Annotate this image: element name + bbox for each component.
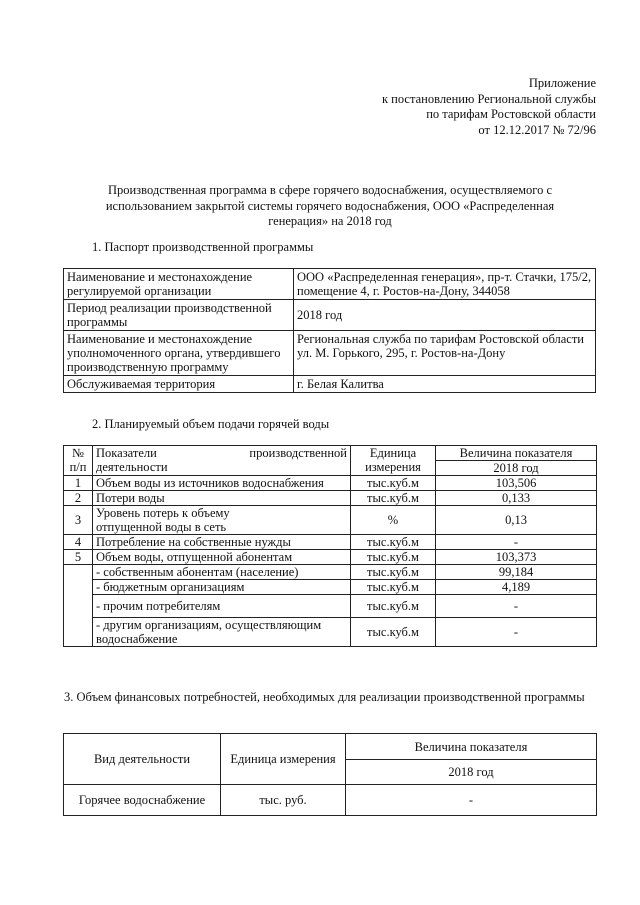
row-unit: тыс.куб.м bbox=[351, 476, 436, 491]
table-row bbox=[64, 491, 597, 506]
section2-heading: 2. Планируемый объем подачи горячей воды bbox=[92, 417, 330, 431]
header-text-row bbox=[96, 446, 347, 460]
appendix-line: от 12.12.2017 № 72/96 bbox=[478, 122, 596, 137]
col-header-value: Величина показателя bbox=[436, 446, 597, 461]
passport-table bbox=[63, 268, 596, 393]
subrow-unit: тыс.куб.м bbox=[351, 595, 436, 618]
row-value: 0,13 bbox=[436, 506, 597, 535]
passport-label: Обслуживаемая территория bbox=[64, 376, 294, 393]
header-text: Единица bbox=[369, 446, 417, 460]
table-subrow bbox=[64, 595, 597, 618]
row-name: Объем воды из источников водоснабжения bbox=[93, 476, 351, 491]
table-row bbox=[64, 300, 596, 331]
row-unit: тыс.куб.м bbox=[351, 550, 436, 565]
authority-address: ул. М. Горького, 295, г. Ростов-на-Дону bbox=[297, 346, 506, 360]
row-value: - bbox=[436, 535, 597, 550]
subrow-value: 99,184 bbox=[436, 565, 597, 580]
col-header-year: 2018 год bbox=[436, 461, 597, 476]
header-text: № bbox=[72, 446, 84, 460]
table-row bbox=[64, 269, 596, 300]
table-row bbox=[64, 376, 596, 393]
row-activity: Горячее водоснабжение bbox=[64, 785, 221, 816]
table-row bbox=[64, 535, 597, 550]
col-header-unit bbox=[351, 446, 436, 476]
col-header-activity: Вид деятельности bbox=[64, 734, 221, 785]
passport-label: Период реализации производственной программы bbox=[64, 300, 294, 331]
table-subrow bbox=[64, 580, 597, 595]
row-num-empty bbox=[64, 565, 93, 647]
table-row bbox=[64, 476, 597, 491]
row-value: 103,506 bbox=[436, 476, 597, 491]
authority-name: Региональная служба по тарифам Ростовской области bbox=[297, 332, 584, 346]
table-row bbox=[64, 331, 596, 376]
appendix-line: к постановлению Региональной службы bbox=[381, 91, 596, 106]
row-name: Потребление на собственные нужды bbox=[93, 535, 351, 550]
passport-value bbox=[294, 331, 596, 376]
table-row bbox=[64, 506, 597, 535]
subrow-name: - собственным абонентам (население) bbox=[93, 565, 351, 580]
row-unit: тыс.куб.м bbox=[351, 491, 436, 506]
appendix-line: Приложение bbox=[528, 76, 596, 90]
table-header-row bbox=[64, 734, 597, 760]
financial-table bbox=[63, 733, 597, 816]
title-line: использованием закрытой системы горячего водоснабжения, ООО «Распределенная bbox=[105, 198, 555, 213]
row-value: 0,133 bbox=[436, 491, 597, 506]
header-text: измерения bbox=[365, 460, 421, 474]
water-volume-table bbox=[63, 445, 597, 647]
col-header-unit: Единица измерения bbox=[221, 734, 346, 785]
row-unit: тыс. руб. bbox=[221, 785, 346, 816]
subrow-value: 4,189 bbox=[436, 580, 597, 595]
row-value: - bbox=[346, 785, 597, 816]
table-row bbox=[64, 550, 597, 565]
title-line: Производственная программа в сфере горячего водоснабжения, осуществляемого с bbox=[107, 183, 553, 197]
section1-heading: 1. Паспорт производственной программы bbox=[92, 240, 314, 254]
table-subrow bbox=[64, 565, 597, 580]
col-header-num bbox=[64, 446, 93, 476]
document-title bbox=[70, 183, 590, 230]
row-num: 2 bbox=[64, 491, 93, 506]
header-text: деятельности bbox=[96, 460, 168, 474]
header-text: п/п bbox=[69, 460, 87, 474]
subrow-name: - прочим потребителям bbox=[93, 595, 351, 618]
subrow-value: - bbox=[436, 618, 597, 647]
appendix-line: по тарифам Ростовской области bbox=[426, 107, 596, 121]
table-header-row bbox=[64, 446, 597, 461]
row-name: Потери воды bbox=[93, 491, 351, 506]
subrow-name: - другим организациям, осуществляющим водоснабжение bbox=[93, 618, 351, 647]
col-header-name bbox=[93, 446, 351, 476]
appendix-header bbox=[382, 76, 596, 138]
subrow-name: - бюджетным организациям bbox=[93, 580, 351, 595]
table-subrow bbox=[64, 618, 597, 647]
subrow-unit: тыс.куб.м bbox=[351, 565, 436, 580]
passport-label: Наименование и местонахождение уполномоченного органа, утвердившего производственную программу bbox=[64, 331, 294, 376]
subrow-unit: тыс.куб.м bbox=[351, 618, 436, 647]
passport-value: ООО «Распределенная генерация», пр-т. Стачки, 175/2, помещение 4, г. Ростов-на-Дону, 344058 bbox=[294, 269, 596, 300]
row-num: 5 bbox=[64, 550, 93, 565]
row-unit: тыс.куб.м bbox=[351, 535, 436, 550]
header-text: производственной bbox=[249, 446, 347, 460]
row-name: Уровень потерь к объему отпущенной воды в сеть bbox=[93, 506, 351, 535]
passport-value: г. Белая Калитва bbox=[294, 376, 596, 393]
section3-heading: 3. Объем финансовых потребностей, необходимых для реализации производственной программы bbox=[64, 690, 585, 704]
row-name: Объем воды, отпущенной абонентам bbox=[93, 550, 351, 565]
col-header-value: Величина показателя bbox=[346, 734, 597, 760]
passport-label: Наименование и местонахождение регулируемой организации bbox=[64, 269, 294, 300]
subrow-unit: тыс.куб.м bbox=[351, 580, 436, 595]
row-unit: % bbox=[351, 506, 436, 535]
row-value: 103,373 bbox=[436, 550, 597, 565]
row-num: 3 bbox=[64, 506, 93, 535]
title-line: генерация» на 2018 год bbox=[268, 214, 392, 228]
passport-value: 2018 год bbox=[294, 300, 596, 331]
table-row bbox=[64, 785, 597, 816]
subrow-value: - bbox=[436, 595, 597, 618]
col-header-year: 2018 год bbox=[346, 760, 597, 785]
header-text: Показатели bbox=[96, 446, 157, 460]
row-num: 1 bbox=[64, 476, 93, 491]
row-num: 4 bbox=[64, 535, 93, 550]
